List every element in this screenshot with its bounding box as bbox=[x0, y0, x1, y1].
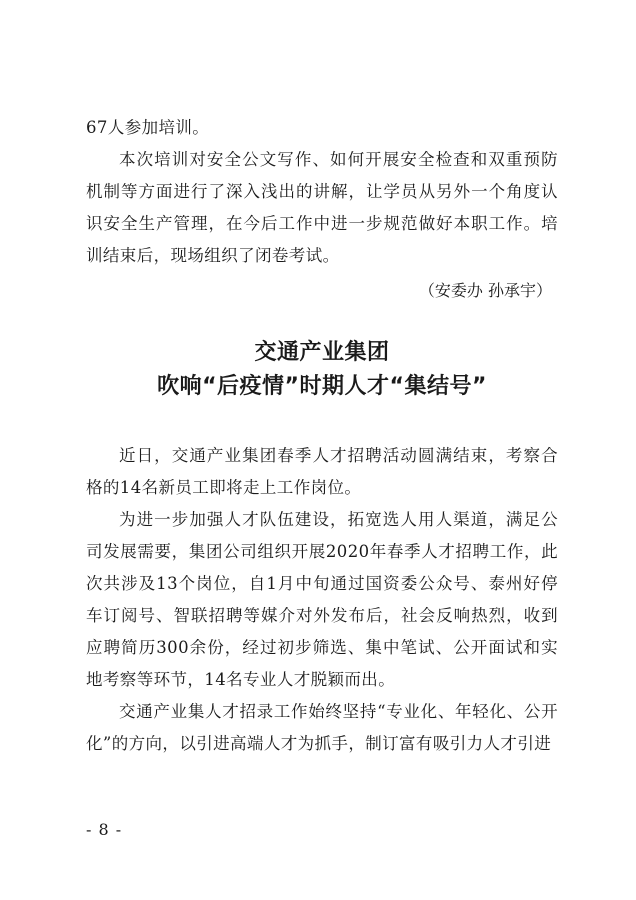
article-paragraph-1: 近日，交通产业集团春季人才招聘活动圆满结束，考察合格的14名新员工即将走上工作岗位。 bbox=[86, 446, 558, 497]
article-paragraph-3: 交通产业集人才招录工作始终坚持“专业化、年轻化、公开化”的方向，以引进高端人才为抓手，制订富有吸引力人才引进 bbox=[86, 702, 558, 753]
prev-article-paragraph-1: 67人参加培训。 bbox=[86, 118, 210, 137]
article-title bbox=[86, 336, 558, 404]
article-paragraph-2: 为进一步加强人才队伍建设，拓宽选人用人渠道，满足公司发展需要，集团公司组织开展2020年春季人才招聘工作，此次共涉及13个岗位，自1月中旬通过国资委公众号、泰州好停车订阅号、智联招聘等媒介对外发布后，社会反响热烈，收到应聘简历300余份，经过初步筛选、集中笔试、公开面试和实地考察等环节，14名专业人才脱颖而出。 bbox=[86, 510, 558, 689]
page-number: - 8 - bbox=[86, 820, 123, 839]
article-title-line-2: 吹响“后疫情”时期人才“集结号” bbox=[157, 374, 487, 399]
prev-article-byline: （安委办 孙承宇） bbox=[418, 281, 552, 300]
prev-article-paragraph-2: 本次培训对安全公文写作、如何开展安全检查和双重预防机制等方面进行了深入浅出的讲解，让学员从另外一个角度认识安全生产管理，在今后工作中进一步规范做好本职工作。培训结束后，现场组织了闭卷考试。 bbox=[86, 150, 558, 265]
page-content bbox=[86, 112, 558, 760]
article-title-line-1: 交通产业集团 bbox=[254, 340, 390, 365]
